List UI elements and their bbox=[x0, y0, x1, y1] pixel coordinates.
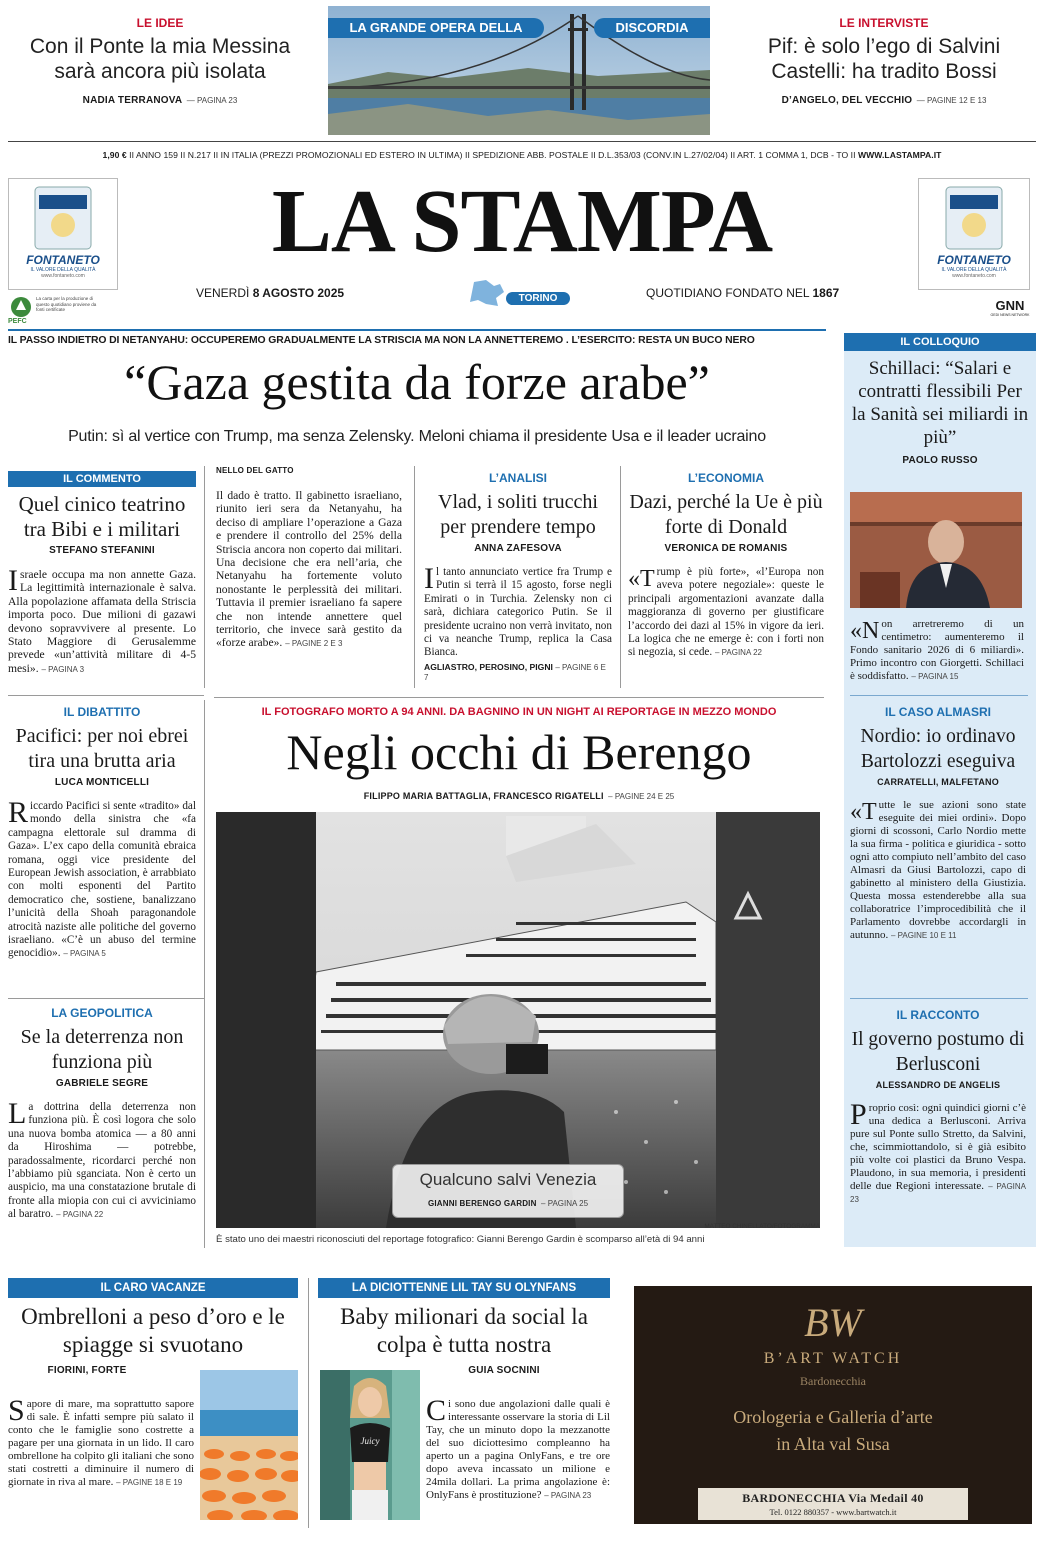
portrait-photo bbox=[850, 492, 1022, 608]
article-headline: Schillaci: “Salari e contratti flessibili Per la Sanità sei miliardi in più” bbox=[851, 358, 1029, 448]
body-text: on arretreremo di un centimetro: aumenteremo il Fondo sanitario 2026 di 6 miliardi». Primo incontro con Giorgetti. Schillaci è soddisfatto. bbox=[850, 618, 1024, 682]
divider bbox=[8, 998, 204, 999]
city-badge[interactable] bbox=[466, 278, 570, 308]
dropcap: «T bbox=[850, 799, 877, 825]
ad-tagline: IL VALORE DELLA QUALITÀ bbox=[941, 267, 1007, 273]
lead-headline[interactable]: “Gaza gestita da forze arabe” bbox=[124, 354, 710, 410]
ad-line2: in Alta val Susa bbox=[776, 1434, 890, 1454]
body-text: i sono due angolazioni dalle quali è interessante osservare la storia di Lil Tay, che un minuto dopo la mezzanotte del suo diciottesimo compleanno ha aperto un a pagina OnlyFans, e tre ore dopo aveva incassato un milione e 24mila dollari. La prima angolazione è: OnlyFans è prostituzione? bbox=[426, 1398, 610, 1501]
dropcap: L bbox=[8, 1097, 27, 1130]
ad-tagline: IL VALORE DELLA QUALITÀ bbox=[30, 267, 96, 273]
founded-year: 1867 bbox=[812, 286, 840, 300]
body-text: Il dado è tratto. Il gabinetto israeliano, riunito ieri sera da Netanyahu, ha deciso di ampliare l’operazione a Gaza e prendere il controllo del 25% della Striscia ancora non coperto dai militari. Una decisione che era nell’aria, che Netanyahu ha fortemente voluto nonostante le perplessità dei militari. Tuttavia il premier israeliano fa sapere che non intende annettere quel territorio, che invece sarà gestito da «forze arabe». bbox=[216, 489, 402, 650]
berengo-overline: IL FOTOGRAFO MORTO A 94 ANNI. DA BAGNINO IN UN NIGHT AI REPORTAGE IN MEZZO MONDO bbox=[261, 706, 777, 718]
berengo-headline[interactable]: Negli occhi di Berengo bbox=[286, 724, 752, 780]
article-byline: PAOLO RUSSO bbox=[902, 455, 978, 466]
product-bag-icon bbox=[9, 181, 117, 253]
divider bbox=[850, 695, 1028, 696]
photo-credit: MATTEO CHINELLATO/FOTOGRAMMA bbox=[704, 1223, 820, 1230]
dropcap: S bbox=[8, 1394, 25, 1427]
divider bbox=[214, 697, 824, 698]
ad-town: Bardonecchia bbox=[800, 1374, 866, 1388]
article-footer bbox=[424, 662, 612, 682]
page-ref: – PAGINA 5 bbox=[63, 949, 106, 959]
divider bbox=[414, 466, 415, 688]
ad-address: BARDONECCHIA Via Medail 40 bbox=[742, 1491, 924, 1505]
page-ref: – PAGINA 15 bbox=[911, 672, 959, 681]
top-center-photo[interactable] bbox=[328, 6, 710, 135]
pefc-label: PEFC bbox=[8, 318, 27, 325]
dropcap: R bbox=[8, 796, 29, 829]
divider bbox=[8, 695, 204, 696]
dropcap: I bbox=[8, 564, 18, 597]
center-banner-left: LA GRANDE OPERA DELLA bbox=[328, 18, 544, 38]
info-line bbox=[8, 150, 1036, 160]
section-kicker: IL CASO ALMASRI bbox=[884, 705, 991, 719]
body-text: sraele occupa ma non annette Gaza. La legittimità internazionale è salva. Alla popolazione affamata della Striscia importa poco. Due milioni di gazawi devono sopravvivere al presente. Lo Stato Maggiore di Gerusalemme prevede «un’attività militare di 4-5 mesi». bbox=[8, 568, 196, 675]
article-body bbox=[850, 618, 1024, 683]
top-teaser-right[interactable] bbox=[740, 16, 1028, 116]
body-text: rump è più forte», «l’Europa non aveva potere negoziale»: queste le principali argomentazioni avanzate dalla maggioranza di governo per giustificare l’accordo dei dazi al 15% in vigore da ieri. La logica che ne emerge è: con i forti non si negozia, si cede. bbox=[628, 566, 824, 659]
article-geopolitica[interactable] bbox=[8, 1006, 196, 1222]
ad-site: www.fontaneto.com bbox=[41, 273, 85, 279]
page-ref: – PAGINE 10 E 11 bbox=[890, 931, 957, 940]
article-headline: Pacifici: per noi ebrei tira una brutta aria bbox=[15, 725, 189, 772]
photo-caption: È stato uno dei maestri riconosciuti del reportage fotografico: Gianni Berengo Gardin è scomparso all’età di 94 anni bbox=[216, 1234, 705, 1245]
article-headline: Il governo postumo di Berlusconi bbox=[851, 1029, 1025, 1075]
beach-umbrellas-photo bbox=[200, 1370, 298, 1520]
dropcap: C bbox=[426, 1394, 447, 1427]
article-byline: LUCA MONTICELLI bbox=[54, 777, 150, 788]
article-body bbox=[850, 1098, 1026, 1206]
teaser-headline: Con il Ponte la mia Messina sarà ancora più isolata bbox=[29, 35, 291, 83]
berengo-byline-row bbox=[214, 786, 824, 804]
shirt-print: Juicy bbox=[360, 1436, 380, 1446]
article-liltay[interactable] bbox=[318, 1278, 610, 1376]
section-kicker: IL COMMENTO bbox=[8, 471, 196, 487]
pefc-tree-icon bbox=[10, 296, 32, 318]
page-ref: – PAGINA 23 bbox=[850, 1182, 1026, 1204]
page-ref: – PAGINE 18 E 19 bbox=[116, 1478, 183, 1487]
article-colloquio[interactable] bbox=[844, 333, 1036, 466]
article-headline: Quel cinico teatrino tra Bibi e i militari bbox=[18, 492, 186, 541]
teaser-byline-row bbox=[740, 90, 1028, 108]
teaser-kicker: LE INTERVISTE bbox=[839, 16, 929, 30]
liltay-body bbox=[426, 1394, 610, 1502]
side-ad-left[interactable] bbox=[8, 178, 118, 290]
article-byline: NELLO DEL GATTO bbox=[216, 466, 294, 475]
beach-photo[interactable] bbox=[200, 1370, 298, 1520]
masthead-founded bbox=[646, 286, 839, 300]
ad-brand: B’ART WATCH bbox=[763, 1350, 903, 1367]
dropcap: I bbox=[424, 562, 434, 595]
teaser-byline-row bbox=[20, 90, 300, 108]
article-body bbox=[8, 796, 196, 961]
divider bbox=[204, 700, 205, 1248]
article-byline: VERONICA DE ROMANIS bbox=[664, 543, 788, 554]
article-byline: STEFANO STEFANINI bbox=[49, 545, 155, 556]
article-byline: ALESSANDRO DE ANGELIS bbox=[875, 1080, 1001, 1090]
article-commento[interactable] bbox=[8, 471, 196, 676]
ad-brand: FONTANETO bbox=[26, 253, 100, 267]
section-kicker: L’ECONOMIA bbox=[687, 471, 764, 485]
masthead-title[interactable]: LA STAMPA bbox=[271, 172, 773, 271]
pefc-logo bbox=[8, 296, 118, 326]
article-body bbox=[850, 799, 1026, 942]
article-byline: GABRIELE SEGRE bbox=[55, 1078, 149, 1089]
article-byline: GUIA SOCNINI bbox=[468, 1365, 540, 1376]
info-text: II ANNO 159 II N.217 II IN ITALIA (PREZZI PROMOZIONALI ED ESTERO IN ULTIMA) II SPEDIZIONE ABB. POSTALE II D.L.353/03 (CONV.IN L.27/02/04) II ART. 1 COMMA 1, DCB - TO II bbox=[129, 150, 856, 160]
pefc-text: La carta per la produzione di questo quotidiano proviene da fonti certificate bbox=[36, 296, 97, 312]
ad-line1: Orologeria e Galleria d’arte bbox=[733, 1407, 933, 1427]
side-ad-right[interactable] bbox=[918, 178, 1030, 290]
ad-site: www.fontaneto.com bbox=[952, 273, 996, 279]
article-body bbox=[8, 1097, 196, 1222]
body-text: roprio così: ogni quindici giorni c’è una dedica a Berlusconi. Arriva pure sul Ponte sullo Stretto, da Salvini, che, scimmiottandolo, si è già esibito più volte coi plastici da Bruno Vespa. Plaudono, in sua memoria, i presidenti delle due Regioni interessate. bbox=[850, 1102, 1026, 1192]
article-body bbox=[8, 1394, 194, 1489]
body-text: a dottrina della deterrenza non funziona più. È così logora che solo una nuova bomba atomica — a 80 anni da Hiroshima — potrebbe, paradossalmente, ricordarci perché non l’abbiamo più sganciata. Non è certo un auspicio, ma una constatazione brutale di fronte alla miopia con cui ci avviciniamo al baratro. bbox=[8, 1101, 196, 1221]
teaser-byline: NADIA TERRANOVA bbox=[82, 95, 183, 106]
article-byline: FILIPPO MARIA BATTAGLIA, FRANCESCO RIGATELLI bbox=[363, 791, 604, 801]
article-headline: Ombrelloni a peso d’oro e le spiagge si svuotano bbox=[21, 1304, 285, 1357]
article-racconto[interactable] bbox=[850, 1008, 1026, 1206]
ad-contact: Tel. 0122 880357 - www.bartwatch.it bbox=[769, 1507, 897, 1517]
berengo-photo[interactable] bbox=[216, 812, 820, 1228]
article-byline: CARRATELLI, MALFETANO bbox=[877, 777, 999, 787]
section-kicker: LA GEOPOLITICA bbox=[51, 1006, 153, 1020]
page-ref: – PAGINA 23 bbox=[544, 1491, 592, 1500]
section-kicker: IL CARO VACANZE bbox=[8, 1278, 298, 1298]
article-analisi[interactable] bbox=[424, 471, 612, 682]
article-byline: ANNA ZAFESOVA bbox=[474, 543, 562, 554]
article-headline: Dazi, perché la Ue è più forte di Donald bbox=[629, 491, 823, 538]
article-almasri[interactable] bbox=[850, 705, 1026, 942]
page-ref: – PAGINE 24 E 25 bbox=[608, 792, 675, 801]
page-ref: – PAGINA 22 bbox=[56, 1210, 104, 1220]
price: 1,90 € bbox=[102, 150, 127, 160]
schillaci-photo[interactable] bbox=[850, 492, 1022, 608]
article-body bbox=[426, 1394, 610, 1502]
article-headline: Nordio: io ordinavo Bartolozzi eseguiva bbox=[860, 726, 1016, 772]
teaser-headline: Pif: è solo l’ego di Salvini Castelli: ha tradito Bossi bbox=[767, 35, 1001, 83]
divider bbox=[620, 466, 621, 688]
divider bbox=[308, 1278, 309, 1528]
divider bbox=[850, 998, 1028, 999]
body-text: utte le sue azioni sono state eseguite dei miei ordini». Dopo giorni di scossoni, Carlo Nordio mette la sua firma - politica e giuridica - sotto ogni atto compiuto nell’ambito del caso Almasri da Giusi Bartolozzi, capo di gabinetto al ministero della Giustizia. Questa mossa estenderebbe alla sua collaboratrice l’improcedibilità che il Parlamento dovrebbe accordargli in autunno. bbox=[850, 799, 1026, 941]
dropcap: «N bbox=[850, 618, 880, 644]
inset-page: – PAGINA 25 bbox=[541, 1199, 589, 1208]
site-link[interactable]: WWW.LASTAMPA.IT bbox=[857, 150, 942, 160]
dropcap: P bbox=[850, 1098, 867, 1131]
gnn-label: GNN bbox=[995, 298, 1025, 313]
section-kicker: LA DICIOTTENNE LIL TAY SU OLYNFANS bbox=[318, 1278, 610, 1298]
ad-address-box bbox=[698, 1488, 968, 1520]
divider bbox=[8, 329, 826, 331]
page-ref: – PAGINA 3 bbox=[41, 664, 85, 674]
article-economia[interactable] bbox=[628, 471, 824, 660]
article-dibattito[interactable] bbox=[8, 705, 196, 961]
section-kicker: IL DIBATTITO bbox=[63, 705, 141, 719]
dropcap: «T bbox=[628, 566, 655, 592]
teaser-byline: D’ANGELO, DEL VECCHIO bbox=[781, 95, 913, 106]
article-byline: FIORINI, FORTE bbox=[47, 1365, 127, 1376]
ad-bartwatch[interactable] bbox=[634, 1286, 1032, 1524]
product-bag-icon bbox=[919, 181, 1029, 253]
city-label: TORINO bbox=[506, 292, 570, 305]
divider bbox=[204, 466, 205, 688]
lead-overline: IL PASSO INDIETRO DI NETANYAHU: OCCUPEREMO GRADUALMENTE LA STRISCIA MA NON LA ANNETTEREMO . L’ESERCITO: RESTA UN BUCO NERO bbox=[8, 335, 755, 346]
inset-title: Qualcuno salvi Venezia bbox=[419, 1170, 597, 1189]
photo-inset-box[interactable] bbox=[392, 1164, 624, 1218]
masthead-date bbox=[196, 286, 344, 300]
section-kicker: L’ANALISI bbox=[488, 471, 547, 485]
vacanze-body bbox=[8, 1394, 194, 1489]
body-text: l tanto annunciato vertice fra Trump e Putin si terrà il 15 agosto, forse negli Emirati o in Turchia. Zelensky non ci sarà, dichiara categorico Putin. Se il presidente ucraino non verrà invitato, non ci va neanche Trump, replica la Casa Bianca. bbox=[424, 566, 612, 659]
divider bbox=[8, 141, 1036, 142]
teaser-page: — PAGINA 23 bbox=[186, 96, 238, 105]
article-headline: Se la deterrenza non funziona più bbox=[20, 1026, 184, 1073]
article-vacanze[interactable] bbox=[8, 1278, 298, 1376]
page-ref: – PAGINE 2 E 3 bbox=[285, 639, 343, 649]
section-kicker: IL RACCONTO bbox=[896, 1008, 980, 1022]
ad-brand: FONTANETO bbox=[937, 253, 1011, 267]
article-headline: Baby milionari da social la colpa è tutta nostra bbox=[340, 1304, 588, 1357]
article-headline: Vlad, i soliti trucchi per prendere tempo bbox=[438, 491, 598, 538]
gnn-logo bbox=[988, 298, 1032, 317]
page-ref: – PAGINE 6 E 7 bbox=[424, 662, 606, 682]
footer-authors: AGLIASTRO, PEROSINO, PIGNI bbox=[424, 661, 553, 672]
article-body bbox=[8, 564, 196, 676]
body-text: apore di mare, ma soprattutto sapore di sale. È infatti sempre più salato il conto che le famiglie sono costrette a pagare per una giornata in un lido. Il caro ombrellone ha colpito gli italiani che sono stati costretti a diminuire il numero di giornate in riva al mare. bbox=[8, 1398, 194, 1488]
inset-byline-row bbox=[393, 1193, 623, 1211]
center-banner-right: DISCORDIA bbox=[594, 18, 710, 38]
lead-subhead: Putin: sì al vertice con Trump, ma senza Zelensky. Meloni chiama il presidente Usa e il leader ucraino bbox=[68, 428, 766, 445]
teaser-page: — PAGINE 12 E 13 bbox=[916, 96, 987, 105]
article-body bbox=[628, 566, 824, 660]
liltay-photo[interactable] bbox=[320, 1370, 420, 1520]
body-text: iccardo Pacifici si sente «tradito» dal mondo della sinistra che «fa campagna elettorale sul dramma di Gaza». L’ex capo della comunità ebraica romana, oggi vice presidente del European Jewish association, è arrabbiato con molti esponenti del Partito democratico che, sostiene, banalizzano l’unicità della Shoah paragonandole atrocità naziste alle politiche del governo israeliano. «C’è un abuso del termine genocidio». bbox=[8, 800, 196, 960]
date-prefix: VENERDÌ bbox=[196, 286, 250, 300]
region-map-icon bbox=[466, 278, 510, 308]
teaser-kicker: LE IDEE bbox=[136, 16, 184, 30]
ad-monogram: BW bbox=[804, 1300, 862, 1345]
inset-byline: GIANNI BERENGO GARDIN bbox=[427, 1199, 537, 1208]
date-value: 8 AGOSTO 2025 bbox=[252, 286, 345, 300]
page-ref: – PAGINA 22 bbox=[714, 648, 762, 658]
article-gatto[interactable] bbox=[216, 466, 402, 651]
colloquio-body bbox=[850, 618, 1024, 683]
section-kicker: IL COLLOQUIO bbox=[844, 333, 1036, 351]
founded-prefix: QUOTIDIANO FONDATO NEL bbox=[646, 286, 810, 300]
top-teaser-left[interactable] bbox=[20, 16, 300, 116]
gnn-sub: GEDI NEWS NETWORK bbox=[990, 313, 1030, 317]
article-body bbox=[424, 562, 612, 660]
article-body bbox=[216, 489, 402, 651]
